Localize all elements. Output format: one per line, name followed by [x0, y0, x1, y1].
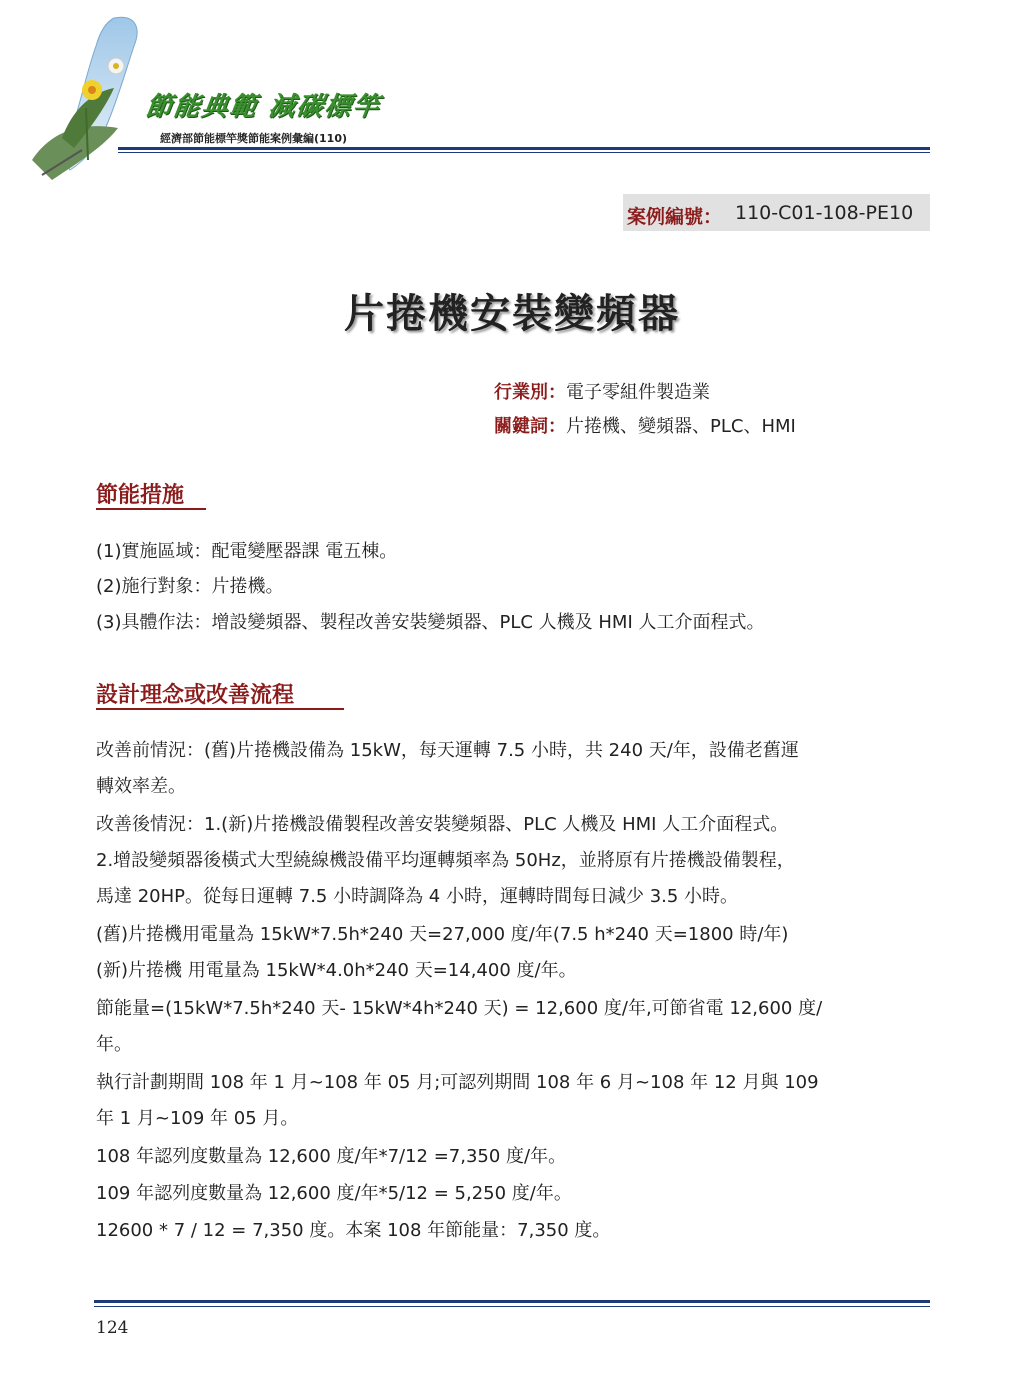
- industry-label: 行業別：: [494, 382, 566, 403]
- design-line-1: 改善前情況：(舊)片捲機設備為 15kW，每天運轉 7.5 小時，共 240 天/年，設備老舊運: [96, 740, 799, 761]
- section-underline-measures: [96, 508, 206, 510]
- taiwan-logo-icon: [22, 10, 152, 185]
- design-line-4: 2.增設變頻器後橫式大型繞線機設備平均運轉頻率為 50Hz，並將原有片捲機設備製程，: [96, 850, 795, 871]
- industry-value: 電子零組件製造業: [566, 382, 710, 403]
- footer-divider-thin: [94, 1306, 930, 1307]
- keywords-row: [494, 412, 796, 438]
- design-line-14: 12600 * 7 / 12 = 7,350 度。本案 108 年節能量：7,350 度。: [96, 1220, 611, 1241]
- section-heading-measures: 節能措施: [96, 483, 185, 508]
- design-line-13: 109 年認列度數量為 12,600 度/年*5/12 = 5,250 度/年。: [96, 1183, 572, 1204]
- page-header: [0, 0, 1024, 190]
- publication-subtitle: 經濟部節能標竿獎節能案例彙編(110): [160, 132, 348, 145]
- keywords-label: 關鍵詞：: [494, 416, 566, 437]
- section-underline-design: [96, 708, 344, 710]
- design-line-2: 轉效率差。: [96, 776, 186, 797]
- design-line-3: 改善後情況：1.(新)片捲機設備製程改善安裝變頻器、PLC 人機及 HMI 人工介面程式。: [96, 814, 789, 835]
- design-line-10: 執行計劃期間 108 年 1 月~108 年 05 月;可認列期間 108 年 6 月~108 年 12 月與 109: [96, 1072, 819, 1093]
- case-number-value: 110-C01-108-PE10: [735, 202, 914, 224]
- design-line-5: 馬達 20HP。從每日運轉 7.5 小時調降為 4 小時，運轉時間每日減少 3.5 小時。: [96, 886, 739, 907]
- design-line-12: 108 年認列度數量為 12,600 度/年*7/12 =7,350 度/年。: [96, 1146, 567, 1167]
- design-line-9: 年。: [96, 1034, 132, 1055]
- header-divider-thin: [118, 152, 930, 153]
- case-number-box: [623, 194, 930, 231]
- measure-line-2: (2)施行對象：片捲機。: [96, 576, 284, 597]
- header-divider: [118, 147, 930, 150]
- measure-line-1: (1)實施區域：配電變壓器課 電五棟。: [96, 541, 398, 562]
- measure-line-3: (3)具體作法：增設變頻器、製程改善安裝變頻器、PLC 人機及 HMI 人工介面程式。: [96, 612, 765, 633]
- case-number-label: 案例編號：: [627, 206, 723, 228]
- footer-divider: [94, 1300, 930, 1303]
- page-title: 片捲機安裝變頻器: [344, 291, 680, 337]
- keywords-value: 片捲機、變頻器、PLC、HMI: [566, 416, 796, 437]
- design-line-11: 年 1 月~109 年 05 月。: [96, 1108, 299, 1129]
- industry-row: [494, 378, 710, 404]
- design-line-8: 節能量=(15kW*7.5h*240 天- 15kW*4h*240 天) = 12,600 度/年,可節省電 12,600 度/: [96, 998, 823, 1019]
- section-heading-design: 設計理念或改善流程: [96, 683, 295, 708]
- brand-title: 節能典範 減碳標竿: [143, 92, 383, 122]
- design-line-6: (舊)片捲機用電量為 15kW*7.5h*240 天=27,000 度/年(7.5 h*240 天=1800 時/年): [96, 924, 789, 945]
- design-line-7: (新)片捲機 用電量為 15kW*4.0h*240 天=14,400 度/年。: [96, 960, 577, 981]
- page-number: 124: [96, 1318, 129, 1338]
